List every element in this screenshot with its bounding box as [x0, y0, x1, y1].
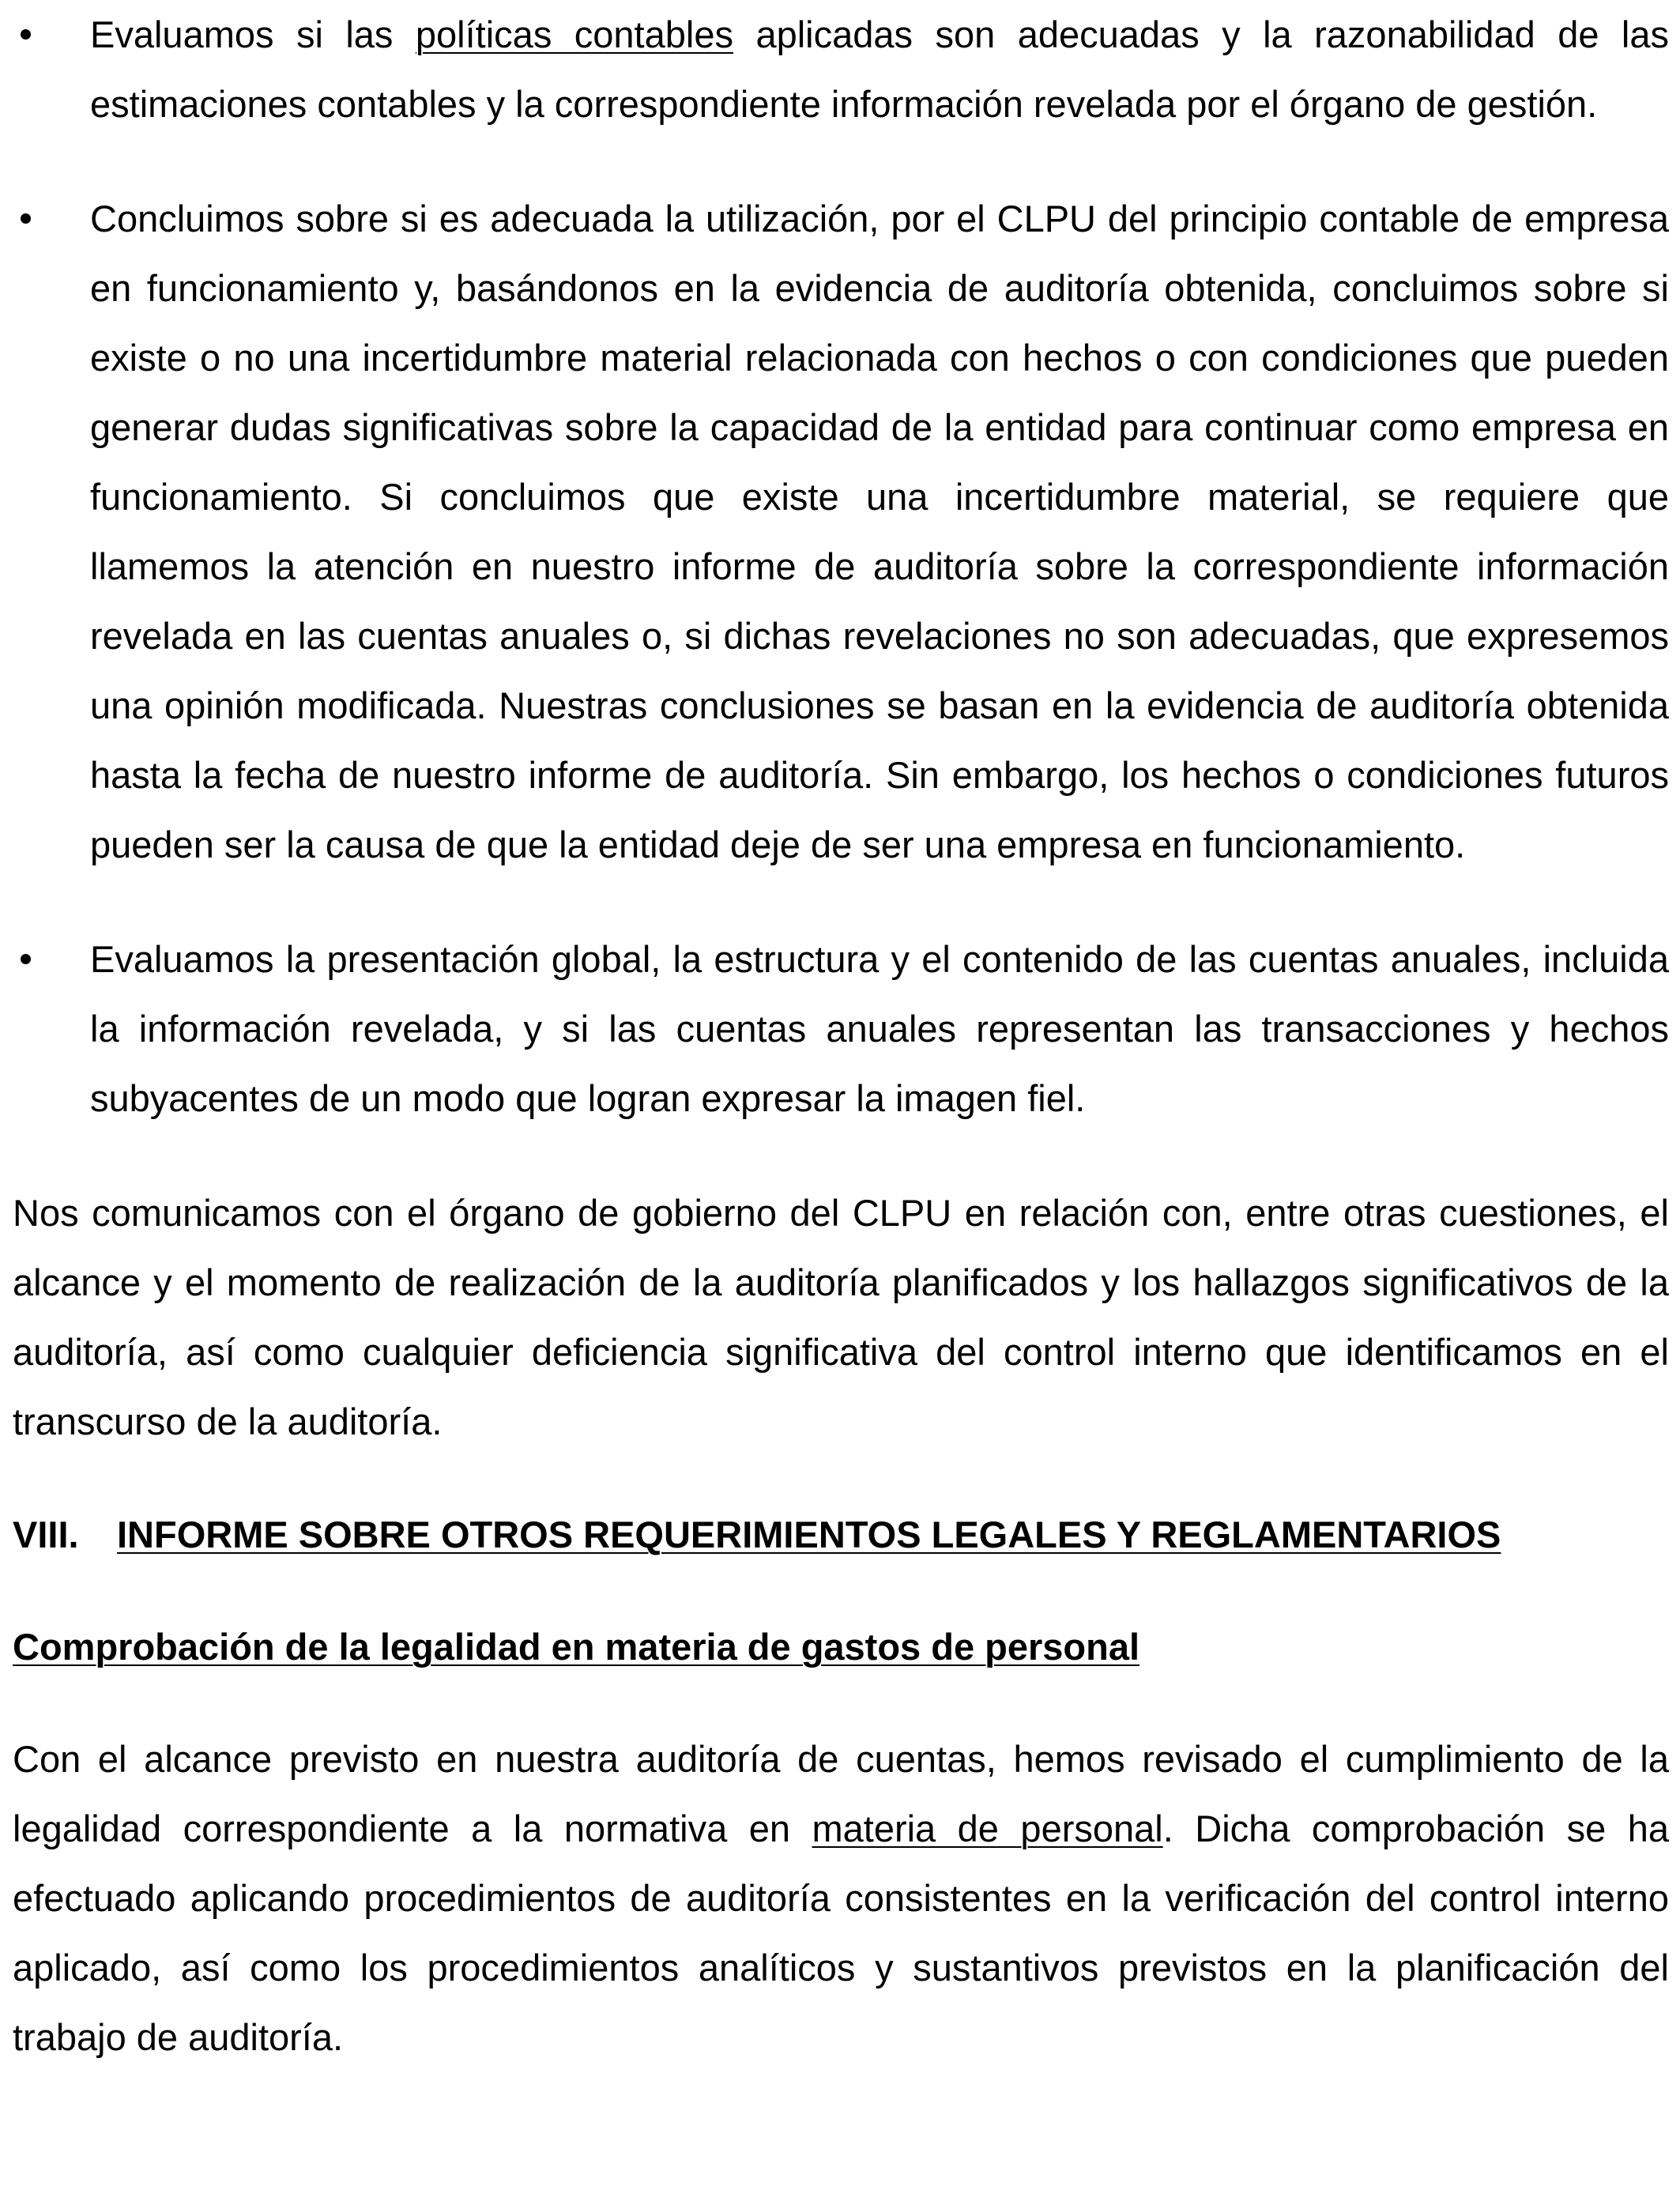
personnel-legality-paragraph — [13, 1725, 1669, 2072]
paragraph-text-end: . Dicha comprobación se ha efectuado aplicando procedimientos de auditoría consistentes en la verificación del control interno aplicado, así como los procedimientos analíticos y sustantivos previstos en la planificación del trabajo de auditoría. — [13, 1808, 1669, 2058]
section-title: INFORME SOBRE OTROS REQUERIMIENTOS LEGALES Y REGLAMENTARIOS — [117, 1514, 1501, 1555]
bullet-dot-icon — [21, 213, 31, 224]
subsection-title: Comprobación de la legalidad en materia de gastos de personal — [13, 1626, 1140, 1668]
accounting-policies-link[interactable]: políticas contables — [415, 13, 733, 55]
communication-paragraph: Nos comunicamos con el órgano de gobierno del CLPU en relación con, entre otras cuestiones, el alcance y el momento de realización de la auditoría planificados y los hallazgos significativos de la auditoría, así como cualquier deficiencia significativa del control interno que identificamos en el transcurso de la auditoría. — [13, 1192, 1669, 1442]
section-heading — [13, 1500, 1669, 1570]
bullet-dot-icon — [21, 954, 31, 964]
bullet-text: Evaluamos la presentación global, la estructura y el contenido de las cuentas anuales, incluida la información revelada, y si las cuentas anuales representan las transacciones y hechos subyacentes de un modo que logran expresar la imagen fiel. — [90, 938, 1669, 1119]
bullet-global-presentation — [13, 925, 1669, 1133]
personnel-matter-link[interactable]: materia de personal — [812, 1808, 1163, 1849]
bullet-text: Concluimos sobre si es adecuada la utilización, por el CLPU del principio contable de empresa en funcionamiento y, basándonos en la evidencia de auditoría obtenida, concluimos sobre si existe o no una incertidumbre material relacionada con hechos o con condiciones que pueden generar dudas significativas sobre la capacidad de la entidad para continuar como empresa en funcionamiento. Si concluimos que existe una incertidumbre material, se requiere que llamemos la atención en nuestro informe de auditoría sobre la correspondiente información revelada en las cuentas anuales o, si dichas revelaciones no son adecuadas, que expresemos una opinión modificada. Nuestras conclusiones se basan en la evidencia de auditoría obtenida hasta la fecha de nuestro informe de auditoría. Sin embargo, los hechos o condiciones futuros pueden ser la causa de que la entidad deje de ser una empresa en funcionamiento. — [90, 198, 1669, 865]
bullet-going-concern — [13, 184, 1669, 880]
subsection-heading — [13, 1612, 1669, 1682]
bullet-dot-icon — [21, 29, 31, 40]
section-number: VIII. — [13, 1514, 79, 1555]
paragraph-text-start: Con el alcance previsto en nuestra auditoría de cuentas, hemos revisado el cumplimiento de la legalidad correspondiente a la normativa en — [13, 1738, 1669, 1849]
bullet-text-end: aplicadas son adecuadas y la razonabilidad de las estimaciones contables y la correspondiente información revelada por el órgano de gestión. — [90, 13, 1670, 125]
document-page — [13, 0, 1669, 2116]
bullet-accounting-policies — [13, 0, 1669, 139]
bullet-text-start: Evaluamos si las — [90, 13, 416, 55]
